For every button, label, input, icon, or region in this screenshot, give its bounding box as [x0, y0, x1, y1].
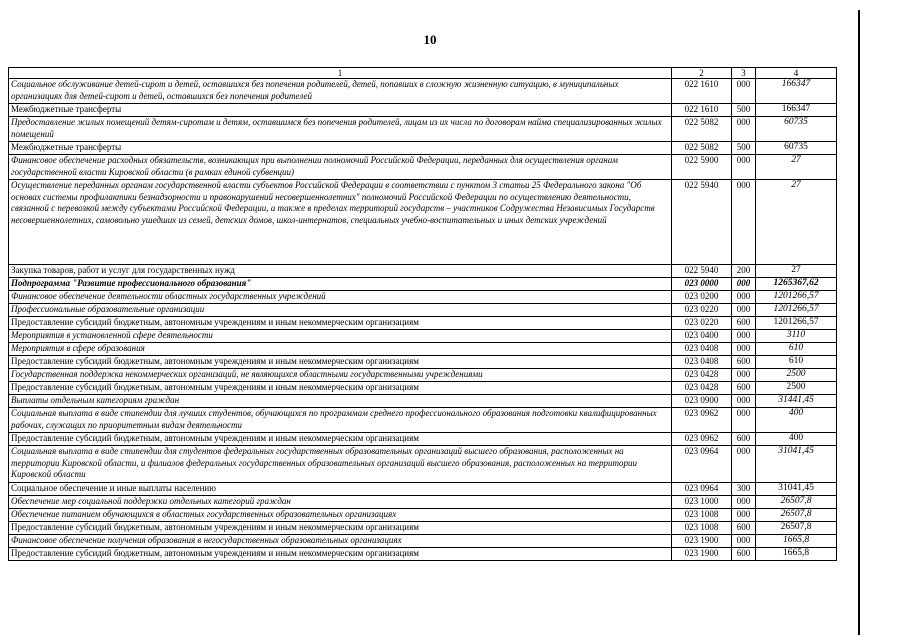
- row-name-cell: Закупка товаров, работ и услуг для государственных нужд: [9, 265, 672, 278]
- amount-cell: 400: [756, 433, 837, 446]
- target-code-cell: 023 0962: [672, 433, 732, 446]
- table-row: [9, 522, 837, 535]
- column-header: 2: [672, 68, 732, 79]
- table-row: [9, 408, 837, 433]
- row-name-cell: Предоставление жилых помещений детям-сиротам и детям, оставшимся без попечения родителей, лицам из их числа по договорам найма специализированных жилых помещений: [9, 117, 672, 142]
- column-header: 3: [732, 68, 756, 79]
- row-name-cell: Социальная выплата в виде стипендии для лучших студентов, обучающихся по программам среднего профессионального образования подготовки квалифицированных рабочих, служащих по приоритетным видам деятельности: [9, 408, 672, 433]
- row-name-cell: Предоставление субсидий бюджетным, автономным учреждениям и иным некоммерческим организациям: [9, 382, 672, 395]
- target-code-cell: 023 0220: [672, 317, 732, 330]
- expense-kind-cell: 600: [732, 382, 756, 395]
- row-name-cell: Социальное обслуживание детей-сирот и детей, оставшихся без попечения родителей, детей, попавших в сложную жизненную ситуацию, в муниципальных организациях для детей-сирот и детей, оставшихся без попечения родителей: [9, 79, 672, 104]
- table-row: [9, 548, 837, 561]
- target-code-cell: 023 1000: [672, 496, 732, 509]
- target-code-cell: 023 0408: [672, 343, 732, 356]
- row-name-cell: Социальное обеспечение и иные выплаты населению: [9, 483, 672, 496]
- expense-kind-cell: 000: [732, 330, 756, 343]
- table-row: [9, 343, 837, 356]
- row-name-cell: Предоставление субсидий бюджетным, автономным учреждениям и иным некоммерческим организациям: [9, 433, 672, 446]
- row-name-cell: Финансовое обеспечение получения образования в негосударственных образовательных организациях: [9, 535, 672, 548]
- target-code-cell: 023 0962: [672, 408, 732, 433]
- table-row: [9, 369, 837, 382]
- table-row: [9, 330, 837, 343]
- row-name-cell: Подпрограмма "Развитие профессионального образования": [9, 278, 672, 291]
- row-name-cell: Межбюджетные трансферты: [9, 142, 672, 155]
- row-name-cell: Предоставление субсидий бюджетным, автономным учреждениям и иным некоммерческим организациям: [9, 548, 672, 561]
- target-code-cell: 022 5082: [672, 117, 732, 142]
- table-row: [9, 117, 837, 142]
- target-code-cell: 023 0964: [672, 446, 732, 483]
- expense-kind-cell: 000: [732, 535, 756, 548]
- amount-cell: 3110: [756, 330, 837, 343]
- target-code-cell: 022 5082: [672, 142, 732, 155]
- expense-kind-cell: 500: [732, 142, 756, 155]
- table-row: [9, 180, 837, 265]
- amount-cell: 1265367,62: [756, 278, 837, 291]
- expense-kind-cell: 500: [732, 104, 756, 117]
- table-row: [9, 278, 837, 291]
- expense-kind-cell: 000: [732, 304, 756, 317]
- table-row: [9, 317, 837, 330]
- target-code-cell: 023 0220: [672, 304, 732, 317]
- expense-kind-cell: 000: [732, 343, 756, 356]
- target-code-cell: 023 0200: [672, 291, 732, 304]
- target-code-cell: 023 0000: [672, 278, 732, 291]
- table-row: [9, 496, 837, 509]
- expense-kind-cell: 600: [732, 317, 756, 330]
- target-code-cell: 023 0400: [672, 330, 732, 343]
- expense-kind-cell: 000: [732, 278, 756, 291]
- row-name-cell: Государственная поддержка некоммерческих организаций, не являющихся областными государственными учреждениями: [9, 369, 672, 382]
- column-header: 1: [9, 68, 672, 79]
- row-name-cell: Профессиональные образовательные организации: [9, 304, 672, 317]
- row-name-cell: Мероприятия в установленной сфере деятельности: [9, 330, 672, 343]
- target-code-cell: 023 0428: [672, 369, 732, 382]
- expense-kind-cell: 000: [732, 395, 756, 408]
- amount-cell: 166347: [756, 104, 837, 117]
- table-row: [9, 535, 837, 548]
- table-row: [9, 155, 837, 180]
- expense-kind-cell: 600: [732, 522, 756, 535]
- expense-kind-cell: 600: [732, 548, 756, 561]
- target-code-cell: 022 5940: [672, 180, 732, 265]
- table-row: [9, 142, 837, 155]
- amount-cell: 26507,8: [756, 522, 837, 535]
- target-code-cell: 023 0428: [672, 382, 732, 395]
- budget-table: [8, 67, 837, 561]
- table-row: [9, 509, 837, 522]
- table-row: [9, 395, 837, 408]
- expense-kind-cell: 600: [732, 433, 756, 446]
- amount-cell: 610: [756, 356, 837, 369]
- table-row: [9, 382, 837, 395]
- target-code-cell: 023 0900: [672, 395, 732, 408]
- target-code-cell: 023 1900: [672, 548, 732, 561]
- target-code-cell: 023 0408: [672, 356, 732, 369]
- table-row: [9, 265, 837, 278]
- amount-cell: 31041,45: [756, 483, 837, 496]
- target-code-cell: 023 1008: [672, 509, 732, 522]
- table-row: [9, 446, 837, 483]
- amount-cell: 26507,8: [756, 496, 837, 509]
- amount-cell: 31041,45: [756, 446, 837, 483]
- column-number-row: [9, 68, 837, 79]
- row-name-cell: Социальная выплата в виде стипендии для студентов федеральных государственных образовательных организаций высшего образования, расположенных на территории Кировской области, и филиалов федеральных государственных образовательных организаций высшего образования, расположенных на территории Кировской области: [9, 446, 672, 483]
- expense-kind-cell: 000: [732, 369, 756, 382]
- amount-cell: 31441,45: [756, 395, 837, 408]
- expense-kind-cell: 000: [732, 155, 756, 180]
- column-header: 4: [756, 68, 837, 79]
- row-name-cell: Осуществление переданных органам государственной власти субъектов Российской Федерации в соответствии с пунктом 3 статьи 25 Федерального закона "Об основах системы профилактики безнадзорности и правонарушений несовершеннолетних" полномочий Российской Федерации по осуществлению деятельности, связанной с перевозкой между субъектами Российской Федерации, а также в пределах территорий государств – участников Содружества Независимых Государств несовершеннолетних, самовольно ушедших из семей, детских домов, школ-интернатов, специальных учебно-воспитательных и иных детских учреждений: [9, 180, 672, 265]
- expense-kind-cell: 000: [732, 117, 756, 142]
- amount-cell: 400: [756, 408, 837, 433]
- row-name-cell: Финансовое обеспечение деятельности областных государственных учреждений: [9, 291, 672, 304]
- amount-cell: 27: [756, 265, 837, 278]
- amount-cell: 2500: [756, 382, 837, 395]
- table-row: [9, 483, 837, 496]
- scan-edge-line: [858, 10, 860, 635]
- expense-kind-cell: 600: [732, 356, 756, 369]
- row-name-cell: Выплаты отдельным категориям граждан: [9, 395, 672, 408]
- expense-kind-cell: 000: [732, 446, 756, 483]
- row-name-cell: Мероприятия в сфере образования: [9, 343, 672, 356]
- target-code-cell: 023 1008: [672, 522, 732, 535]
- target-code-cell: 023 0964: [672, 483, 732, 496]
- expense-kind-cell: 200: [732, 265, 756, 278]
- table-row: [9, 356, 837, 369]
- expense-kind-cell: 000: [732, 408, 756, 433]
- page-number: 10: [423, 32, 437, 47]
- target-code-cell: 022 5940: [672, 265, 732, 278]
- amount-cell: 27: [756, 155, 837, 180]
- row-name-cell: Предоставление субсидий бюджетным, автономным учреждениям и иным некоммерческим организациям: [9, 522, 672, 535]
- table-row: [9, 304, 837, 317]
- amount-cell: 166347: [756, 79, 837, 104]
- target-code-cell: 023 1900: [672, 535, 732, 548]
- amount-cell: 1201266,57: [756, 291, 837, 304]
- expense-kind-cell: 000: [732, 79, 756, 104]
- row-name-cell: Обеспечение мер социальной поддержки отдельных категорий граждан: [9, 496, 672, 509]
- row-name-cell: Межбюджетные трансферты: [9, 104, 672, 117]
- target-code-cell: 022 1610: [672, 79, 732, 104]
- table-row: [9, 79, 837, 104]
- amount-cell: 2500: [756, 369, 837, 382]
- amount-cell: 1201266,57: [756, 304, 837, 317]
- expense-kind-cell: 000: [732, 509, 756, 522]
- amount-cell: 60735: [756, 117, 837, 142]
- amount-cell: 60735: [756, 142, 837, 155]
- target-code-cell: 022 5900: [672, 155, 732, 180]
- amount-cell: 1665,8: [756, 548, 837, 561]
- target-code-cell: 022 1610: [672, 104, 732, 117]
- row-name-cell: Предоставление субсидий бюджетным, автономным учреждениям и иным некоммерческим организациям: [9, 317, 672, 330]
- table-row: [9, 433, 837, 446]
- amount-cell: 1665,8: [756, 535, 837, 548]
- expense-kind-cell: 000: [732, 291, 756, 304]
- expense-kind-cell: 000: [732, 180, 756, 265]
- row-name-cell: Обеспечение питанием обучающихся в областных государственных образовательных организациях: [9, 509, 672, 522]
- row-name-cell: Предоставление субсидий бюджетным, автономным учреждениям и иным некоммерческим организациям: [9, 356, 672, 369]
- amount-cell: 610: [756, 343, 837, 356]
- row-name-cell: Финансовое обеспечение расходных обязательств, возникающих при выполнении полномочий Российской Федерации, переданных для осуществления органам государственной власти Кировской области (в рамках единой субвенции): [9, 155, 672, 180]
- table-row: [9, 291, 837, 304]
- table-row: [9, 104, 837, 117]
- expense-kind-cell: 000: [732, 496, 756, 509]
- amount-cell: 1201266,57: [756, 317, 837, 330]
- expense-kind-cell: 300: [732, 483, 756, 496]
- amount-cell: 26507,8: [756, 509, 837, 522]
- amount-cell: 27: [756, 180, 837, 265]
